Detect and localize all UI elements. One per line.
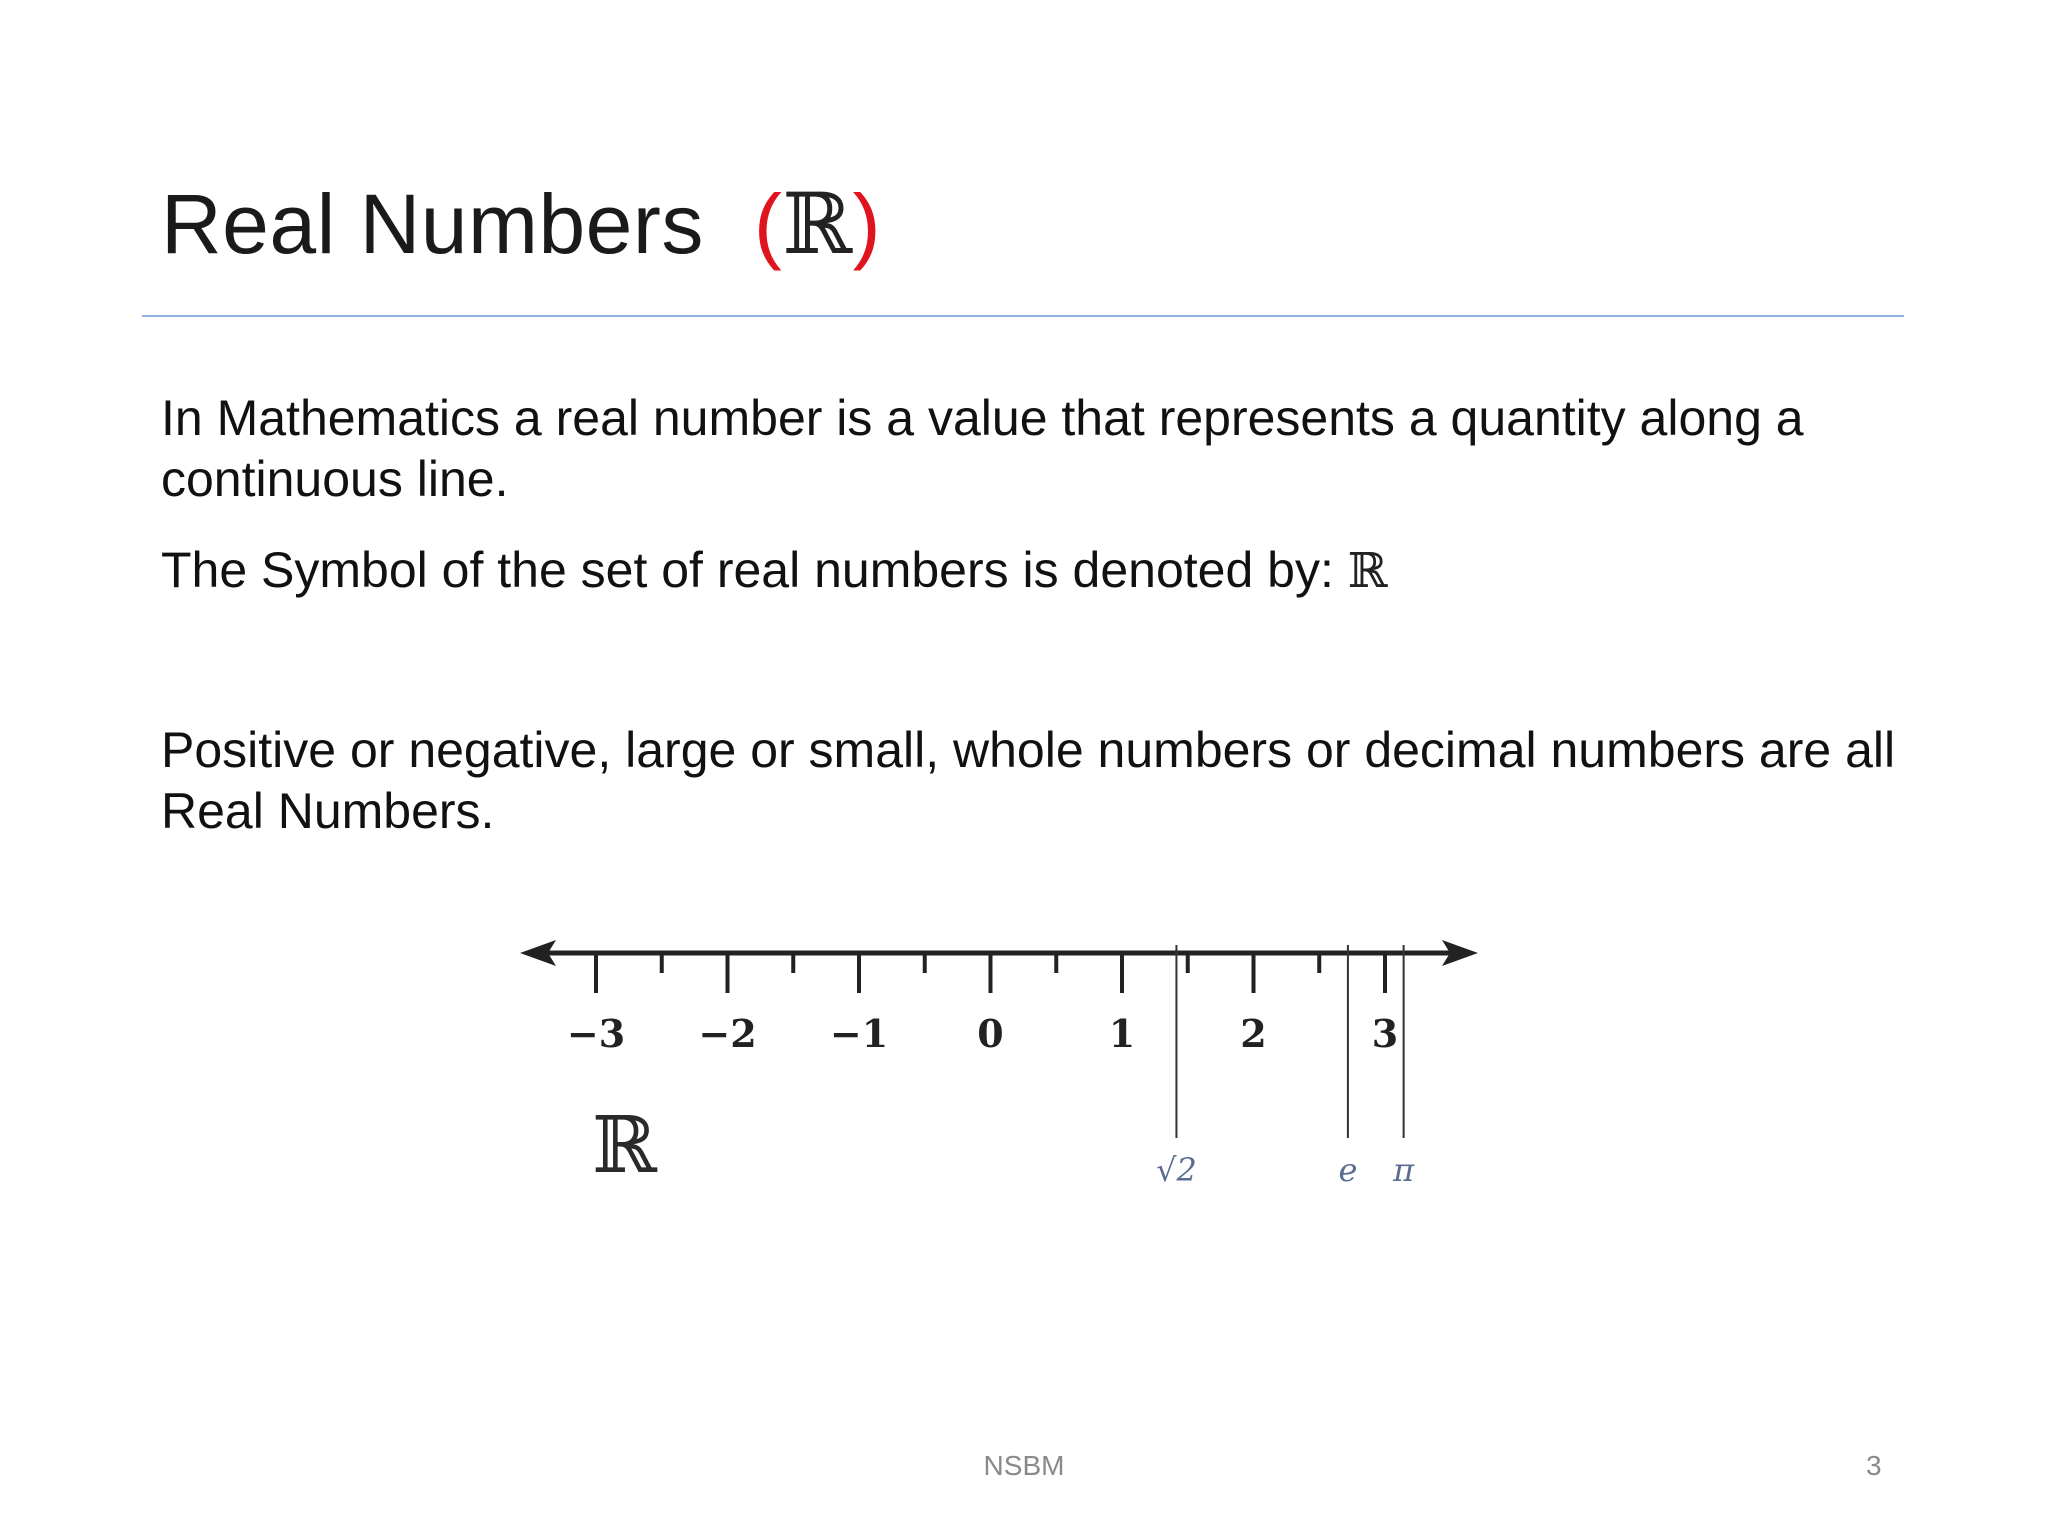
paragraph-symbol	[161, 540, 1921, 602]
number-line-special-points	[1156, 945, 1415, 1189]
slide-title	[161, 175, 882, 273]
tick-label: −1	[829, 1011, 889, 1056]
paragraph-real-symbol: ℝ	[1347, 543, 1388, 599]
slide-title-text: Real Numbers	[161, 177, 704, 271]
paragraph-symbol-text: The Symbol of the set of real numbers is denoted by:	[161, 542, 1348, 598]
tick-label: 1	[1108, 1011, 1136, 1056]
tick-label: 0	[977, 1011, 1004, 1056]
tick-label: −2	[698, 1011, 757, 1056]
number-line-axis	[520, 940, 1478, 966]
tick-label: 2	[1240, 1011, 1267, 1056]
paragraph-examples: Positive or negative, large or small, whole numbers or decimal numbers are all Real Numbers.	[161, 722, 1896, 839]
special-point-label: π	[1393, 1151, 1415, 1189]
title-paren-close: )	[852, 177, 882, 271]
number-line-labels	[567, 1011, 1398, 1056]
special-point-label: e	[1338, 1151, 1358, 1189]
title-symbol-group	[754, 177, 881, 271]
paragraph-definition: In Mathematics a real number is a value that represents a quantity along a continuous line.	[161, 390, 1804, 507]
title-paren-open: (	[753, 177, 783, 271]
arrow-right-icon	[1442, 940, 1478, 966]
title-real-symbol: ℝ	[782, 175, 853, 273]
arrow-left-icon	[520, 940, 556, 966]
footer-organization: NSBM	[983, 1450, 1065, 1481]
number-line-set-symbol: ℝ	[592, 1101, 657, 1191]
tick-label: −3	[566, 1011, 626, 1056]
number-line-ticks	[596, 953, 1385, 993]
tick-label: 3	[1371, 1011, 1399, 1056]
title-divider	[142, 315, 1904, 317]
special-point-label: √2	[1156, 1151, 1197, 1189]
footer-page-number: 3	[1866, 1450, 1882, 1481]
